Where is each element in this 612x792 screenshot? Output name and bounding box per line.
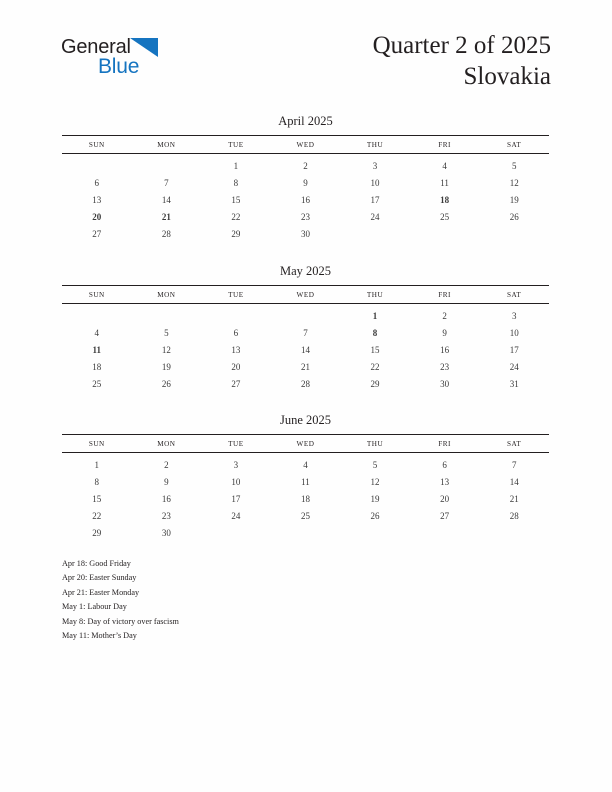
day-cell-holiday[interactable]: 20 [92, 211, 102, 222]
day-cell-empty [62, 154, 132, 175]
day-cell[interactable]: 6 [94, 177, 100, 188]
day-cell[interactable]: 8 [94, 476, 100, 487]
month-block-may [62, 263, 549, 392]
day-cell[interactable]: 13 [440, 476, 450, 487]
day-cell[interactable]: 7 [511, 459, 517, 470]
day-cell[interactable]: 2 [442, 310, 447, 321]
week-row [62, 174, 549, 191]
day-cell-empty [340, 225, 410, 242]
day-cell-empty [132, 304, 202, 325]
weekday-header-fri: FRI [438, 140, 451, 149]
day-cell[interactable]: 19 [509, 194, 519, 205]
day-cell[interactable]: 24 [231, 510, 241, 521]
day-cell-empty [132, 154, 202, 175]
day-cell[interactable]: 28 [300, 378, 310, 389]
day-cell-empty [271, 304, 341, 325]
day-cell-empty [479, 524, 549, 541]
legend-item: May 8: Day of victory over fascism [62, 616, 179, 626]
weekday-header-tue: TUE [228, 439, 244, 448]
legend-item: May 1: Labour Day [62, 602, 127, 612]
day-cell[interactable]: 13 [231, 344, 241, 355]
day-cell-empty [410, 524, 480, 541]
day-cell[interactable]: 30 [440, 378, 450, 389]
day-cell[interactable]: 7 [164, 177, 169, 188]
day-cell-empty [479, 225, 549, 242]
weekday-header-row [62, 136, 549, 154]
day-cell[interactable]: 2 [303, 160, 308, 171]
calendar-table-april [62, 135, 549, 242]
month-block-june [62, 412, 549, 541]
day-cell[interactable]: 17 [231, 493, 241, 504]
legend-item: May 11: Mother’s Day [62, 631, 137, 641]
day-cell[interactable]: 18 [92, 361, 102, 372]
legend-item: Apr 21: Easter Monday [62, 587, 140, 597]
weekday-header-wed: WED [296, 439, 315, 448]
day-cell[interactable]: 23 [440, 361, 450, 372]
day-cell-holiday[interactable]: 8 [372, 327, 378, 338]
day-cell[interactable]: 6 [233, 327, 239, 338]
day-cell[interactable]: 25 [92, 378, 102, 389]
page-header [0, 0, 612, 110]
weekday-header-row [62, 286, 549, 304]
day-cell[interactable]: 25 [440, 211, 450, 222]
quarter-title: Quarter 2 of 2025 [372, 32, 551, 59]
day-cell[interactable]: 27 [231, 378, 241, 389]
weekday-header-thu: THU [366, 290, 384, 299]
day-cell[interactable]: 24 [509, 361, 519, 372]
day-cell[interactable]: 25 [300, 510, 310, 521]
brand-word-blue: Blue [98, 55, 140, 78]
weekday-header-sun: SUN [88, 140, 105, 149]
week-row [62, 453, 549, 474]
day-cell[interactable]: 3 [372, 160, 378, 171]
day-cell[interactable]: 3 [511, 310, 517, 321]
weekday-header-mon: MON [157, 290, 176, 299]
day-cell[interactable]: 26 [161, 378, 171, 389]
weekday-header-tue: TUE [228, 290, 244, 299]
weekday-header-sun: SUN [88, 290, 105, 299]
day-cell[interactable]: 21 [509, 493, 519, 504]
day-cell[interactable]: 9 [442, 327, 447, 338]
day-cell-empty [201, 304, 271, 325]
week-row [62, 490, 549, 507]
day-cell[interactable]: 6 [442, 459, 447, 470]
day-cell[interactable]: 17 [509, 344, 519, 355]
weekday-header-mon: MON [157, 140, 176, 149]
day-cell[interactable]: 27 [440, 510, 450, 521]
day-cell[interactable]: 22 [370, 361, 380, 372]
week-row [62, 225, 549, 242]
day-cell[interactable]: 16 [300, 194, 310, 205]
day-cell[interactable]: 20 [231, 361, 241, 372]
day-cell[interactable]: 14 [509, 476, 519, 487]
day-cell[interactable]: 9 [164, 476, 169, 487]
legend-item: Apr 20: Easter Sunday [62, 573, 137, 583]
day-cell[interactable]: 15 [92, 493, 102, 504]
day-cell[interactable]: 17 [370, 194, 380, 205]
day-cell[interactable]: 14 [161, 194, 171, 205]
weekday-header-wed: WED [296, 140, 315, 149]
week-row [62, 524, 549, 541]
day-cell[interactable]: 26 [509, 211, 519, 222]
week-row [62, 341, 549, 358]
day-cell[interactable]: 23 [161, 510, 171, 521]
weekday-header-thu: THU [366, 439, 384, 448]
weekday-header-sat: SAT [507, 290, 522, 299]
weekday-header-row [62, 435, 549, 453]
day-cell[interactable]: 20 [440, 493, 450, 504]
weekday-header-mon: MON [157, 439, 176, 448]
weekday-header-fri: FRI [438, 290, 451, 299]
day-cell[interactable]: 4 [303, 459, 308, 470]
week-row [62, 507, 549, 524]
day-cell[interactable]: 15 [370, 344, 380, 355]
day-cell[interactable]: 1 [94, 459, 100, 470]
day-cell[interactable]: 11 [440, 177, 449, 188]
calendar-table-june [62, 434, 549, 541]
month-title-may: May 2025 [279, 264, 332, 278]
day-cell[interactable]: 22 [231, 211, 241, 222]
day-cell[interactable]: 10 [231, 476, 241, 487]
week-row [62, 358, 549, 375]
day-cell[interactable]: 8 [233, 177, 239, 188]
day-cell[interactable]: 11 [301, 476, 310, 487]
day-cell[interactable]: 5 [372, 459, 378, 470]
day-cell[interactable]: 12 [161, 344, 171, 355]
day-cell[interactable]: 10 [509, 327, 519, 338]
week-row [62, 154, 549, 175]
day-cell[interactable]: 1 [233, 160, 239, 171]
month-title-april: April 2025 [278, 114, 333, 128]
week-row [62, 473, 549, 490]
day-cell[interactable]: 28 [509, 510, 519, 521]
day-cell[interactable]: 29 [231, 228, 241, 239]
day-cell[interactable]: 13 [92, 194, 102, 205]
day-cell-empty [271, 524, 341, 541]
day-cell[interactable]: 15 [231, 194, 241, 205]
day-cell[interactable]: 18 [300, 493, 310, 504]
day-cell-holiday[interactable]: 11 [92, 344, 102, 355]
day-cell[interactable]: 3 [233, 459, 239, 470]
day-cell[interactable]: 22 [92, 510, 102, 521]
day-cell[interactable]: 21 [300, 361, 310, 372]
weekday-header-thu: THU [366, 140, 384, 149]
country-title: Slovakia [463, 63, 551, 90]
day-cell-empty [201, 524, 271, 541]
calendar-table-may [62, 285, 549, 392]
weekday-header-wed: WED [296, 290, 315, 299]
legend-item: Apr 18: Good Friday [62, 559, 131, 568]
day-cell[interactable]: 12 [509, 177, 519, 188]
day-cell[interactable]: 30 [161, 527, 171, 538]
day-cell-holiday[interactable]: 21 [161, 211, 171, 222]
day-cell[interactable]: 7 [303, 327, 308, 338]
week-row [62, 304, 549, 325]
day-cell[interactable]: 4 [442, 160, 447, 171]
day-cell[interactable]: 28 [161, 228, 171, 239]
day-cell-empty [410, 225, 480, 242]
month-title-june: June 2025 [279, 413, 332, 427]
day-cell[interactable]: 19 [370, 493, 380, 504]
weekday-header-tue: TUE [228, 140, 244, 149]
day-cell[interactable]: 29 [92, 527, 102, 538]
day-cell[interactable]: 5 [164, 327, 169, 338]
day-cell[interactable]: 23 [300, 211, 310, 222]
page-title [373, 30, 551, 92]
day-cell[interactable]: 16 [440, 344, 450, 355]
week-row [62, 324, 549, 341]
day-cell-empty [340, 524, 410, 541]
week-row [62, 208, 549, 225]
day-cell[interactable]: 30 [300, 228, 310, 239]
day-cell[interactable]: 9 [303, 177, 308, 188]
day-cell[interactable]: 10 [370, 177, 380, 188]
day-cell[interactable]: 19 [161, 361, 171, 372]
day-cell[interactable]: 14 [300, 344, 310, 355]
holiday-legend [62, 557, 482, 643]
weekday-header-sat: SAT [507, 439, 522, 448]
day-cell[interactable]: 4 [94, 327, 100, 338]
day-cell-empty [62, 304, 132, 325]
day-cell[interactable]: 2 [164, 459, 169, 470]
month-block-april [62, 113, 549, 242]
day-cell[interactable]: 24 [370, 211, 380, 222]
day-cell[interactable]: 26 [370, 510, 380, 521]
day-cell[interactable]: 31 [509, 378, 519, 389]
weekday-header-sat: SAT [507, 140, 522, 149]
brand-logo[interactable] [61, 36, 221, 86]
day-cell[interactable]: 5 [511, 160, 517, 171]
brand-word-general: General [61, 36, 131, 58]
week-row [62, 375, 549, 392]
weekday-header-sun: SUN [88, 439, 105, 448]
day-cell-holiday[interactable]: 1 [372, 310, 378, 321]
day-cell[interactable]: 29 [370, 378, 380, 389]
week-row [62, 191, 549, 208]
day-cell-holiday[interactable]: 18 [440, 194, 450, 205]
weekday-header-fri: FRI [438, 439, 451, 448]
day-cell[interactable]: 12 [370, 476, 380, 487]
day-cell[interactable]: 16 [161, 493, 171, 504]
day-cell[interactable]: 27 [92, 228, 102, 239]
